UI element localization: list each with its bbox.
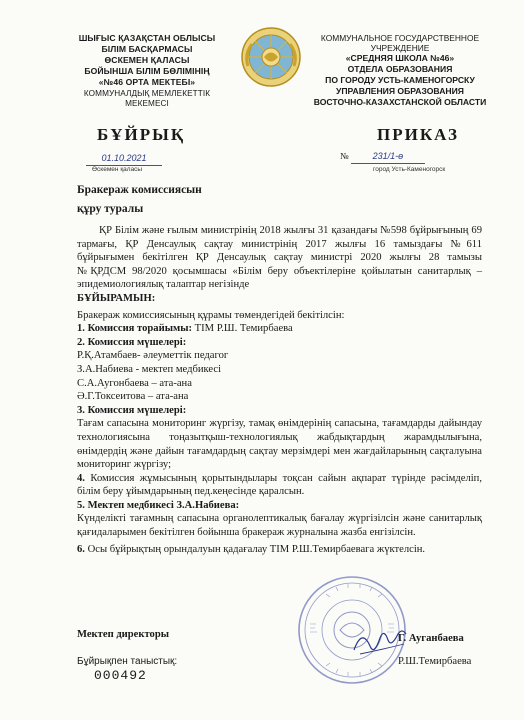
item-1-label: 1. Комиссия торайымы:: [77, 323, 192, 335]
header-right-sub-line: УЧРЕЖДЕНИЕ: [370, 43, 430, 53]
header-left: [62, 33, 232, 109]
item-5-label: 5. Мектеп медбикесі З.А.Набиева:: [77, 499, 240, 511]
number-prefix: №: [340, 151, 349, 161]
header-right-sub-line: КОММУНАЛЬНОЕ ГОСУДАРСТВЕННОЕ: [320, 33, 480, 43]
item-6-label: 6.: [77, 543, 85, 555]
director-name: Г. Ауганбаева: [398, 633, 464, 644]
header-left-line: ШЫҒЫС ҚАЗАҚСТАН ОБЛЫСЫ: [78, 33, 216, 43]
member-line: Ә.Г.Токсеитова – ата-ана: [77, 391, 189, 403]
city-ru: город Усть-Каменогорск: [373, 166, 446, 173]
director-label: Мектеп директоры: [77, 629, 170, 640]
order-number: 231/1-ө: [351, 151, 425, 164]
city-kz: Өскемен қаласы: [92, 166, 143, 173]
item-6-text: Осы бұйрықтың орындалуын қадағалау ТІМ Р.Ш.Темирбаевага жүктелсін.: [84, 543, 426, 555]
header-left-line: БОЙЫНША БІЛІМ БӨЛІМІНІҢ: [84, 66, 210, 76]
header-left-line: «№46 ОРТА МЕКТЕБІ»: [98, 77, 196, 87]
header-right-line: ОТДЕЛА ОБРАЗОВАНИЯ: [347, 64, 453, 74]
member-line: С.А.Аугонбаева – ата-ана: [77, 377, 192, 389]
header-right-line: «СРЕДНЯЯ ШКОЛА №46»: [345, 53, 455, 63]
header-left-line: ӨСКЕМЕН ҚАЛАСЫ: [104, 55, 190, 65]
item-4-label: 4.: [77, 472, 85, 484]
subject-line: құру туралы: [77, 203, 144, 215]
item-3-label: 3. Комиссия мүшелері:: [77, 404, 187, 416]
header-right: [300, 33, 500, 108]
subject-line: Бракераж комиссиясын: [77, 184, 202, 196]
item-5-text: Күнделікті тағамның сапасына органолептикалық бағалау жүргізілсін және санитарлық қағидаларымен бекітілген бойынша бракераж журналына жазба енгізілсін.: [77, 513, 482, 539]
header-left-sub: [62, 89, 232, 109]
order-body: [77, 224, 482, 556]
order-subject: [77, 181, 202, 219]
header-left-sub-line: КОММУНАЛДЫҚ МЕМЛЕКЕТТІК: [83, 89, 211, 98]
order-number-wrap: [340, 151, 425, 164]
item-6: [77, 543, 482, 557]
order-date: 01.10.2021: [86, 153, 162, 166]
title-kz: БҰЙРЫҚ: [97, 125, 186, 144]
header-right-line: ПО ГОРОДУ УСТЬ-КАМЕНОГОРСКУ: [325, 75, 475, 85]
member-line: Р.Қ.Атамбаев- әлеуметтік педагог: [77, 350, 229, 362]
header-right-line: УПРАВЛЕНИЯ ОБРАЗОВАНИЯ: [336, 86, 464, 96]
approve-line: Бракераж комиссиясының құрамы төмендегідей бекітілсін:: [77, 309, 345, 321]
title-ru: ПРИКАЗ: [377, 125, 459, 144]
serial-number: 000492: [94, 668, 147, 683]
item-4-text: Комиссия жұмысының қорытындылары тоқсан сайын ақпарат түрінде рәсімделіп, білім беру ұйымдарының пед.кеңесінде қаралсын.: [77, 472, 482, 498]
item-4: [77, 472, 482, 499]
acknowledged-name: Р.Ш.Темирбаева: [398, 656, 472, 667]
member-line: З.А.Набиева - мектеп медбикесі: [77, 363, 222, 375]
header-left-line: БІЛІМ БАСҚАРМАСЫ: [101, 44, 193, 54]
header-left-sub-line: МЕКЕМЕСІ: [125, 99, 169, 108]
item-3-text: Тағам сапасына мониторинг жүргізу, тамақ өнімдерінің сапасына, тағамдарды дайындау технологиясына тоңазытқыш-технологиялық жабдықтардың жарамдылығына, өнімдердің және дайын тағамдардың сақтау мерзімдері мен жағдайларының сақталуына мониторинг жүргізу;: [77, 418, 482, 471]
header-right-line: ВОСТОЧНО-КАЗАХСТАНСКОЙ ОБЛАСТИ: [313, 97, 487, 107]
item-1: [77, 322, 482, 336]
item-2-label: 2. Комиссия мүшелері:: [77, 336, 187, 348]
item-1-value: ТІМ Р.Ш. Темирбаева: [192, 323, 293, 335]
order-word: БҰЙЫРАМЫН:: [77, 292, 156, 304]
intro-paragraph: ҚР Білім және ғылым министрінің 2018 жылғы 31 қазандағы №598 бұйрығының 69 тармағы, ҚР Денсаулық сақтау министрінің 2017 жылғы 16 тамыздағы №611 бұйрығымен бекітілген ҚР Денсаулық сақтау министрі 2020 жылғы 28 тамызы №ҚРДСМ 98/2020 қосымшасы «Білім беру объектілеріне қойылатын санитарлық –эпидемиологиялық талаптар негізінде: [77, 225, 482, 291]
acknowledgement-label: Бұйрықпен таныстық:: [77, 656, 178, 667]
state-emblem-icon: [240, 26, 302, 88]
